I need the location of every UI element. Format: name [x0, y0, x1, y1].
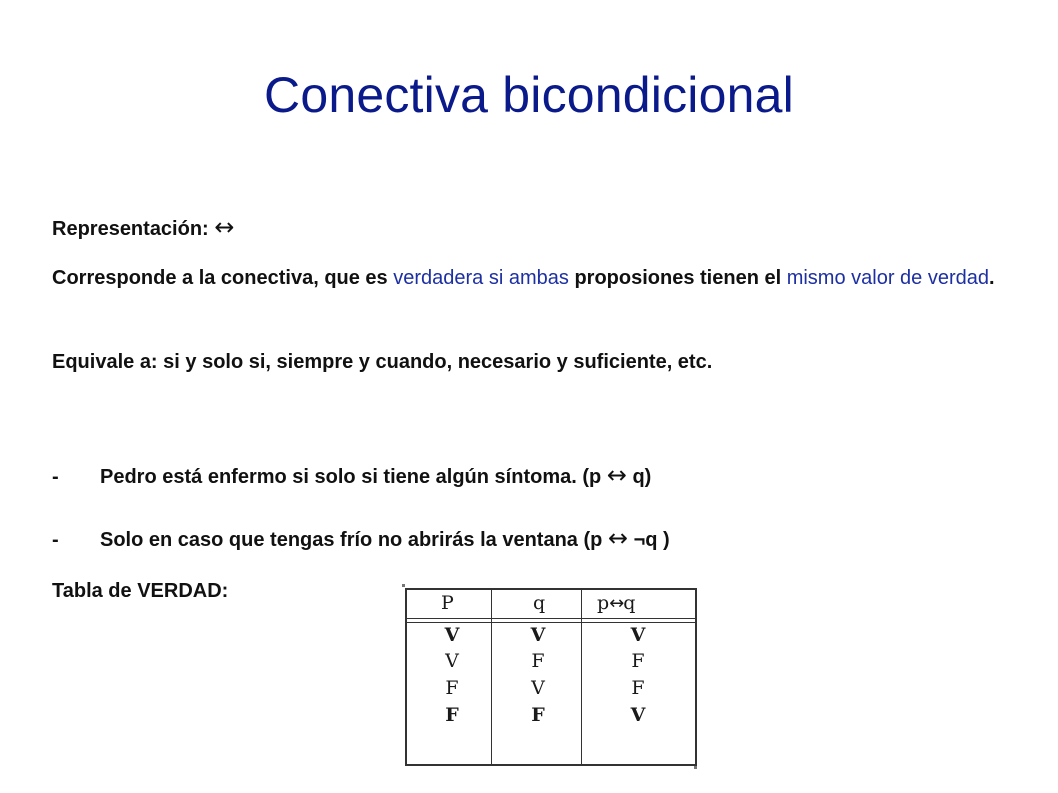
truth-table-cell: V — [445, 650, 459, 672]
truth-table-cell: V — [630, 624, 646, 646]
example-text-end: q) — [626, 466, 652, 488]
biconditional-arrow-icon: ↔ — [214, 213, 235, 241]
truth-table-header-result-q: q — [623, 592, 636, 614]
biconditional-arrow-icon: ↔ — [607, 524, 629, 552]
definition-text-1: Corresponde a la conectiva, que es — [52, 267, 394, 289]
representation-label: Representación: — [52, 218, 209, 240]
example-text-end: ¬q ) — [628, 529, 670, 551]
example-item — [52, 523, 1012, 555]
equivalence-line: Equivale a: si y solo si, siempre y cuando, necesario y suficiente, etc. — [52, 351, 713, 373]
truth-table-cell: V — [530, 624, 546, 646]
truth-table-cell: F — [631, 650, 645, 672]
truth-table-header-divider — [407, 618, 695, 619]
example-bullet: - — [52, 529, 59, 551]
truth-table-header-q: q — [533, 592, 546, 614]
truth-table-cell: F — [531, 704, 545, 726]
scan-corner-mark — [402, 584, 405, 587]
example-bullet: - — [52, 466, 59, 488]
truth-table-header-result-p: p — [597, 592, 610, 614]
representation-line — [52, 212, 1012, 244]
truth-table-cell: V — [630, 704, 646, 726]
truth-table-header-divider — [407, 622, 695, 623]
truth-table-header-p: P — [441, 592, 454, 614]
truth-table-cell: F — [631, 677, 645, 699]
example-item — [52, 460, 1012, 492]
biconditional-arrow-icon: ↔ — [606, 461, 627, 489]
slide-title: Conectiva bicondicional — [264, 67, 794, 123]
definition-text-3: . — [989, 267, 995, 289]
definition-highlight-2: mismo valor de verdad — [786, 267, 990, 289]
truth-table-header-result — [597, 592, 635, 615]
truth-table-cell: V — [444, 624, 460, 646]
definition-highlight-1: verdadera si ambas — [393, 267, 569, 289]
truth-table-cell: F — [445, 677, 459, 699]
biconditional-arrow-icon: ↔ — [609, 593, 624, 614]
definition-paragraph — [52, 263, 1012, 293]
truth-table-cell: F — [531, 650, 545, 672]
example-text: Pedro está enfermo si solo si tiene algún síntoma. (p — [100, 466, 607, 488]
definition-text-2: proposiones tienen el — [568, 267, 787, 289]
truth-table — [405, 588, 697, 766]
example-text: Solo en caso que tengas frío no abrirás la ventana (p — [100, 529, 608, 551]
scan-corner-mark — [694, 766, 697, 769]
truth-table-cell: F — [445, 704, 459, 726]
truth-table-cell: V — [531, 677, 545, 699]
truth-table-label: Tabla de VERDAD: — [52, 580, 229, 602]
